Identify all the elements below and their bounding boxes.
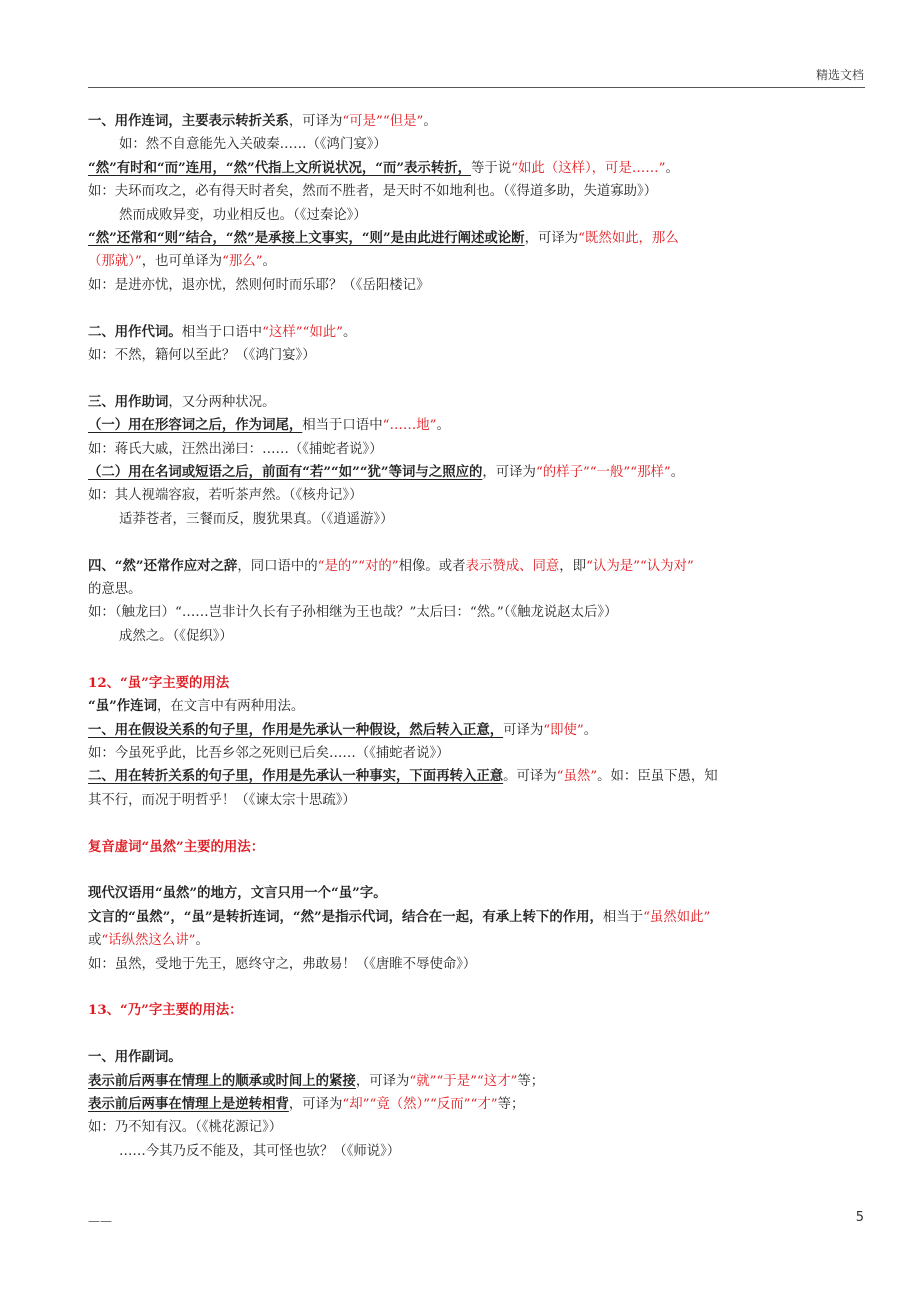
text-segment: 等于说 [471,160,512,176]
text-line [88,1070,868,1093]
text-segment: “认为是”“认为对” [586,558,694,574]
text-line [88,204,868,227]
text-segment: 等； [517,1073,545,1089]
text-segment: ……今其乃反不能及，其可怪也欤？（《师说》） [119,1143,401,1159]
text-line [88,367,868,390]
text-line [88,180,868,203]
text-segment: “……地” [382,418,437,434]
text-segment: 其不行，而况于明哲乎！（《谏太宗十思疏》） [88,792,356,808]
document-body [88,110,868,1163]
text-segment: 表示前后两事在情理上是逆转相背 [88,1095,289,1112]
text-segment: 的意思。 [88,582,142,598]
text-segment: ，即 [559,558,587,574]
text-segment: “虽”作连词 [88,698,157,715]
text-segment: “虽然” [556,769,598,785]
text-line [88,157,868,180]
text-segment: ，也可单译为 [141,254,223,270]
text-line [88,695,868,718]
text-line [88,859,868,882]
text-line [88,1140,868,1163]
text-line [88,227,868,250]
text-line [88,742,868,765]
text-segment: 。 [262,254,276,270]
text-segment: 四、“然”还常作应对之辞 [88,557,238,574]
text-line [88,765,868,788]
text-segment: 。 [343,324,357,340]
text-line [88,999,868,1022]
text-line [88,297,868,320]
text-segment: 。可译为 [503,769,557,785]
text-line [88,555,868,578]
text-segment: 或 [88,933,102,949]
text-line [88,1116,868,1139]
text-segment: （一）用在形容词之后，作为词尾， [88,417,303,434]
text-segment: “如此（这样），可是……” [511,160,666,176]
text-segment: 相当于口语中 [181,324,263,340]
text-line [88,391,868,414]
text-segment: 可译为 [503,722,544,738]
text-line [88,578,868,601]
text-line [88,1023,868,1046]
text-segment: ，又分两种状况。 [168,394,276,410]
text-line [88,789,868,812]
page-number: 5 [855,1210,864,1225]
text-segment: 文言的“虽然”，“虽”是转折连词，“然”是指示代词，结合在一起，有承上转下的作用， [88,908,603,925]
text-segment: 三、用作助词 [88,393,169,410]
footer-mark: —— [88,1214,112,1228]
text-line [88,461,868,484]
text-segment: 。 [423,114,437,129]
text-segment: “这样”“如此” [262,324,344,340]
text-segment: 二、用作代词。 [88,323,182,340]
text-line [88,929,868,952]
text-segment: 。 [583,722,598,738]
text-segment: （二）用在名词或短语之后，前面有“若”“如”“犹”等词与之照应的 [88,464,483,481]
text-segment: “那么” [222,254,263,270]
text-line [88,344,868,367]
text-segment: “然”有时和“而”连用，“然”代指上文所说状况，“而”表示转折， [88,159,471,176]
text-line [88,274,868,297]
text-segment: “话纵然这么讲” [101,933,196,949]
text-segment: 如：是进亦忧，退亦忧，然则何时而乐耶？（《岳阳楼记》 [88,277,430,293]
text-segment: 现代汉语用“虽然”的地方，文言只用一个“虽”字。 [88,885,387,902]
text-segment: 二、用在转折关系的句子里，作用是先承认一种事实，下面再转入正意 [88,768,504,785]
text-segment: 如：虽然，受地于先王，愿终守之，弗敢易！（《唐睢不辱使命》） [88,956,477,972]
text-segment: “虽然如此” [643,909,711,925]
text-segment: “就”“于是”“这才” [409,1073,518,1089]
text-segment: 如：乃不知有汉。（《桃花源记》） [88,1120,283,1136]
text-segment: ，可译为 [524,231,579,247]
text-line [88,601,868,624]
text-segment: 表示赞成、同意 [465,558,560,574]
text-segment: 如：今虽死乎此，比吾乡邻之死则已后矣……（《捕蛇者说》） [88,745,450,761]
text-segment: 一、用作连词，主要表示转折关系 [88,113,289,129]
text-segment: 适莽苍者，三餐而反，腹犹果真。（《逍遥游》） [119,511,394,527]
text-segment: ，可译为 [482,465,536,481]
text-segment: ，可译为 [288,1096,343,1112]
text-line [88,672,868,695]
text-line [88,906,868,929]
text-line [88,812,868,835]
text-segment: 相当于口语中 [302,418,383,434]
text-segment: “然”还常和“则”结合，“然”是承接上文事实，“则”是由此进行阐述或论断 [88,230,525,247]
text-line [88,1046,868,1069]
header-title: 精选文档 [815,68,864,82]
text-segment: 。 [195,933,209,949]
text-line [88,719,868,742]
text-segment: 等； [497,1096,525,1112]
text-line [88,882,868,905]
text-line [88,438,868,461]
text-line [88,976,868,999]
text-segment: 一、用在假设关系的句子里，作用是先承认一种假设，然后转入正意， [88,721,504,738]
text-line [88,414,868,437]
text-segment: 如：夫环而攻之，必有得天时者矣，然而不胜者，是天时不如地利也。（《得道多助，失道寡助》） [88,184,658,200]
text-segment: “却”“竟（然）”“反而”“才” [342,1096,498,1112]
text-segment: 。 [670,465,685,481]
text-segment: 成然之。（《促织》） [119,628,233,644]
text-segment: 然而成败异变，功业相反也。（《过秦论》） [119,207,367,223]
text-segment: ，可译为 [288,114,343,129]
text-segment: 相当于 [602,909,644,925]
text-line [88,250,868,273]
text-segment: 如：蒋氏大戚，汪然出涕曰：……（《捕蛇者说》） [88,441,383,457]
text-line [88,625,868,648]
text-line [88,953,868,976]
text-segment: ，在文言中有两种用法。 [156,699,305,715]
text-line [88,648,868,671]
text-segment: 一、用作副词。 [88,1049,182,1066]
text-segment: 。 [436,418,450,434]
text-segment: 如：其人视端容寂，若听茶声然。（《核舟记》） [88,488,363,504]
text-line [88,508,868,531]
text-segment: 表示前后两事在情理上的顺承或时间上的紧接 [88,1072,356,1089]
text-segment: 13、“乃”字主要的用法： [88,1002,243,1019]
text-segment: ，同口语中的 [237,558,318,574]
text-segment: 如：（触龙曰）“……岂非计久长有子孙相继为王也哉？”太后曰：“然。”（《触龙说赵太后》） [88,605,618,621]
text-segment: “可是”“但是” [342,114,424,129]
text-segment: 相像。或者 [398,558,466,574]
header-divider [88,87,865,88]
text-segment: 复音虚词“虽然”主要的用法： [88,838,265,855]
text-segment: 。如：臣虽下愚，知 [597,769,718,785]
text-line [88,1093,868,1116]
text-segment: “是的”“对的” [317,558,399,574]
text-line [88,321,868,344]
text-segment: 如：不然，籍何以至此？（《鸿门宴》） [88,348,316,364]
text-segment: “的样子”“一般”“那样” [535,465,671,481]
text-segment: “即使” [543,722,584,738]
text-line [88,133,868,156]
text-line [88,484,868,507]
text-segment: （那就）” [88,254,142,270]
text-line [88,836,868,859]
text-line [88,531,868,554]
text-segment: ，可译为 [355,1073,410,1089]
text-segment: 如：然不自意能先入关破秦……（《鸿门宴》） [119,137,387,153]
text-line [88,110,868,133]
text-segment: 12、“虽”字主要的用法 [88,674,230,691]
text-segment: 。 [665,160,679,176]
text-segment: “既然如此，那么 [578,231,679,247]
